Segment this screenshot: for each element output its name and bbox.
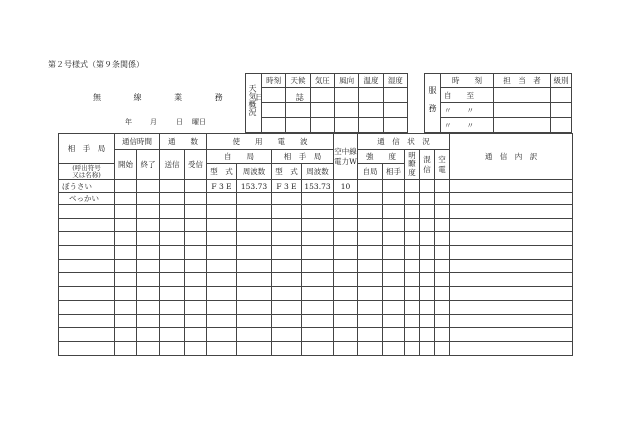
date-month: 月 <box>150 118 157 126</box>
clarity-header: 明瞭度 <box>405 150 420 180</box>
table-row-0-station: ぼうさい <box>59 180 115 193</box>
table-cell <box>405 232 420 246</box>
table-row-0-own-freq: 153.73 <box>237 180 272 193</box>
static-header: 空電 <box>435 150 450 180</box>
noise-header: 混信 <box>420 150 435 180</box>
table-cell <box>115 246 137 260</box>
table-cell <box>334 232 358 246</box>
table-cell <box>207 300 237 314</box>
duty-row-2: 〃 〃 <box>441 118 494 133</box>
table-cell <box>435 205 450 219</box>
table-cell <box>405 300 420 314</box>
table-cell <box>450 218 573 232</box>
table-cell <box>237 328 272 342</box>
table-cell <box>115 341 137 355</box>
table-cell <box>137 218 160 232</box>
table-row <box>59 287 573 301</box>
duty-header-time: 時 刻 <box>441 74 494 88</box>
table-row-0-other-form: F 3 E <box>272 180 302 193</box>
table-cell <box>302 246 334 260</box>
table-cell <box>302 300 334 314</box>
table-cell <box>383 232 405 246</box>
table-row <box>59 232 573 246</box>
duty-header-grade: 級別 <box>551 74 572 88</box>
own-freq-header: 周波数 <box>237 164 272 180</box>
table-row <box>59 218 573 232</box>
table-cell <box>59 246 115 260</box>
table-cell <box>358 328 383 342</box>
table-cell <box>207 232 237 246</box>
table-cell <box>137 300 160 314</box>
table-cell <box>358 273 383 287</box>
table-cell <box>420 300 435 314</box>
weather-header-4: 温度 <box>359 74 383 88</box>
table-cell <box>59 341 115 355</box>
table-cell <box>237 232 272 246</box>
table-cell <box>383 218 405 232</box>
table-cell <box>59 314 115 328</box>
table-cell <box>450 328 573 342</box>
table-cell <box>137 205 160 219</box>
table-cell <box>59 205 115 219</box>
table-cell <box>160 205 185 219</box>
content-header: 通 信 内 訳 <box>450 134 573 180</box>
date-weekday: 曜日 <box>192 118 206 126</box>
table-cell <box>160 218 185 232</box>
time-header: 通信時間 <box>115 134 160 150</box>
table-cell <box>160 232 185 246</box>
table-cell <box>272 259 302 273</box>
table-cell <box>207 287 237 301</box>
table-cell <box>59 232 115 246</box>
table-cell <box>302 273 334 287</box>
table-cell <box>237 314 272 328</box>
table-cell <box>185 232 207 246</box>
table-cell <box>272 232 302 246</box>
table-row <box>59 300 573 314</box>
table-cell <box>302 341 334 355</box>
table-row <box>59 259 573 273</box>
table-cell <box>358 205 383 219</box>
table-cell <box>237 300 272 314</box>
table-cell <box>272 287 302 301</box>
table-cell <box>334 287 358 301</box>
table-cell <box>160 341 185 355</box>
table-cell <box>405 314 420 328</box>
duty-header-person: 担 当 者 <box>494 74 551 88</box>
table-cell <box>358 300 383 314</box>
time-start: 開始 <box>115 150 137 180</box>
table-cell <box>160 273 185 287</box>
table-cell <box>272 246 302 260</box>
table-cell <box>272 328 302 342</box>
table-cell <box>358 314 383 328</box>
table-cell <box>237 341 272 355</box>
table-cell <box>207 205 237 219</box>
form-title: 第２号様式（第９条関係） <box>48 60 144 69</box>
date-day: 日 <box>176 118 183 126</box>
table-row <box>59 341 573 355</box>
condition-header: 通 信 状 況 <box>358 134 450 150</box>
table-cell <box>405 259 420 273</box>
date-year: 年 <box>125 118 132 126</box>
table-cell <box>185 328 207 342</box>
other-station-header: 相 手 局 <box>272 150 334 164</box>
table-cell <box>207 314 237 328</box>
duty-side-label: 服務 <box>428 86 437 122</box>
table-cell <box>450 246 573 260</box>
table-cell <box>334 259 358 273</box>
table-cell <box>450 314 573 328</box>
table-cell <box>420 314 435 328</box>
table-cell <box>420 246 435 260</box>
table-cell <box>115 273 137 287</box>
table-cell <box>358 287 383 301</box>
table-cell <box>185 300 207 314</box>
log-title: 無 線 業 務 日 誌 <box>93 93 319 102</box>
table-cell <box>237 287 272 301</box>
table-cell <box>334 314 358 328</box>
table-cell <box>302 328 334 342</box>
table-cell <box>115 287 137 301</box>
table-cell <box>435 259 450 273</box>
table-cell <box>207 246 237 260</box>
table-cell <box>115 328 137 342</box>
table-cell <box>137 328 160 342</box>
table-cell <box>420 273 435 287</box>
duty-row-0: 自 至 <box>441 88 494 103</box>
table-cell <box>450 300 573 314</box>
table-row-0-power: 10 <box>334 180 358 193</box>
table-cell <box>185 314 207 328</box>
table-cell <box>405 218 420 232</box>
table-cell <box>302 259 334 273</box>
table-cell <box>435 246 450 260</box>
table-cell <box>450 341 573 355</box>
table-cell <box>185 259 207 273</box>
table-cell <box>59 300 115 314</box>
table-cell <box>358 232 383 246</box>
table-cell <box>383 205 405 219</box>
table-cell <box>59 328 115 342</box>
table-cell <box>302 218 334 232</box>
table-cell <box>185 341 207 355</box>
table-cell <box>334 273 358 287</box>
count-recv: 受信 <box>185 150 207 180</box>
table-cell <box>237 246 272 260</box>
table-cell <box>405 328 420 342</box>
table-cell <box>334 218 358 232</box>
weather-side-label: 天気概況 <box>248 84 257 116</box>
table-cell <box>334 341 358 355</box>
table-cell <box>207 341 237 355</box>
station-header: 相 手 局 <box>59 134 115 164</box>
table-cell <box>383 273 405 287</box>
table-cell <box>358 246 383 260</box>
table-cell <box>137 246 160 260</box>
table-cell <box>435 328 450 342</box>
table-cell <box>358 341 383 355</box>
table-cell <box>207 273 237 287</box>
table-row <box>59 273 573 287</box>
table-cell <box>160 287 185 301</box>
table-row <box>59 314 573 328</box>
table-cell <box>420 259 435 273</box>
table-cell <box>237 218 272 232</box>
table-cell <box>383 314 405 328</box>
table-cell <box>207 259 237 273</box>
table-cell <box>302 232 334 246</box>
duty-table <box>424 73 572 133</box>
weather-side-cell <box>246 74 262 133</box>
power-header: 空中線電力W <box>334 134 358 180</box>
table-cell <box>383 259 405 273</box>
table-cell <box>358 259 383 273</box>
weather-table <box>245 73 408 133</box>
table-cell <box>115 314 137 328</box>
strength-header: 強 度 <box>358 150 405 164</box>
table-cell <box>137 232 160 246</box>
table-row-0-other-freq: 153.73 <box>302 180 334 193</box>
count-header: 通 数 <box>160 134 207 150</box>
table-cell <box>59 259 115 273</box>
table-cell <box>185 218 207 232</box>
table-cell <box>185 273 207 287</box>
main-log-table <box>58 133 573 356</box>
table-cell <box>207 218 237 232</box>
table-cell <box>237 205 272 219</box>
table-cell <box>302 314 334 328</box>
table-cell <box>237 273 272 287</box>
table-cell <box>137 259 160 273</box>
table-cell <box>237 259 272 273</box>
table-cell <box>334 205 358 219</box>
table-cell <box>435 287 450 301</box>
table-cell <box>405 341 420 355</box>
strength-own: 自局 <box>358 164 383 180</box>
table-cell <box>334 328 358 342</box>
table-cell <box>207 328 237 342</box>
table-cell <box>420 341 435 355</box>
table-cell <box>450 232 573 246</box>
weather-header-5: 湿度 <box>383 74 407 88</box>
duty-side-cell <box>425 74 441 133</box>
table-cell <box>334 300 358 314</box>
table-cell <box>405 205 420 219</box>
table-cell <box>420 232 435 246</box>
weather-header-2: 気圧 <box>310 74 334 88</box>
table-cell <box>272 218 302 232</box>
table-cell <box>115 300 137 314</box>
table-cell <box>383 328 405 342</box>
table-cell <box>115 259 137 273</box>
table-cell <box>383 341 405 355</box>
table-cell <box>420 218 435 232</box>
table-cell <box>59 287 115 301</box>
duty-row-1: 〃 〃 <box>441 103 494 118</box>
table-cell <box>450 205 573 219</box>
table-row-0-own-form: F 3 E <box>207 180 237 193</box>
table-cell <box>405 273 420 287</box>
table-cell <box>160 259 185 273</box>
count-send: 送信 <box>160 150 185 180</box>
time-end: 終了 <box>137 150 160 180</box>
table-row <box>59 246 573 260</box>
table-cell <box>272 300 302 314</box>
table-cell <box>435 232 450 246</box>
table-cell <box>185 246 207 260</box>
table-cell <box>420 287 435 301</box>
table-cell <box>272 205 302 219</box>
table-cell <box>420 205 435 219</box>
weather-header-1: 天候 <box>286 74 310 88</box>
own-station-header: 自 局 <box>207 150 272 164</box>
table-cell <box>435 300 450 314</box>
table-cell <box>59 218 115 232</box>
table-cell <box>435 341 450 355</box>
table-cell <box>334 246 358 260</box>
table-cell <box>450 287 573 301</box>
table-cell <box>450 273 573 287</box>
table-cell <box>185 287 207 301</box>
table-cell <box>435 314 450 328</box>
table-cell <box>420 328 435 342</box>
other-freq-header: 周波数 <box>302 164 334 180</box>
table-row-0-station2: べっかい <box>59 193 115 205</box>
table-cell <box>115 205 137 219</box>
station-sub: (呼出符号 又は名称) <box>59 164 115 180</box>
table-cell <box>272 273 302 287</box>
table-cell <box>160 300 185 314</box>
table-row <box>59 328 573 342</box>
table-cell <box>160 314 185 328</box>
table-cell <box>383 287 405 301</box>
table-cell <box>137 341 160 355</box>
table-cell <box>160 328 185 342</box>
table-cell <box>160 246 185 260</box>
weather-header-3: 風向 <box>334 74 358 88</box>
table-cell <box>185 205 207 219</box>
table-cell <box>435 273 450 287</box>
table-cell <box>302 287 334 301</box>
wave-header: 使 用 電 波 <box>207 134 334 150</box>
weather-header-0: 時刻 <box>262 74 286 88</box>
table-cell <box>59 273 115 287</box>
table-cell <box>405 246 420 260</box>
strength-other: 相手 <box>383 164 405 180</box>
table-cell <box>115 232 137 246</box>
other-form-header: 型 式 <box>272 164 302 180</box>
table-cell <box>450 259 573 273</box>
table-cell <box>302 205 334 219</box>
table-cell <box>137 287 160 301</box>
table-cell <box>115 218 137 232</box>
table-cell <box>272 314 302 328</box>
table-cell <box>435 218 450 232</box>
table-cell <box>272 341 302 355</box>
table-cell <box>358 218 383 232</box>
table-cell <box>383 300 405 314</box>
table-cell <box>405 287 420 301</box>
table-row <box>59 205 573 219</box>
table-cell <box>137 273 160 287</box>
table-cell <box>383 246 405 260</box>
own-form-header: 型 式 <box>207 164 237 180</box>
table-cell <box>137 314 160 328</box>
